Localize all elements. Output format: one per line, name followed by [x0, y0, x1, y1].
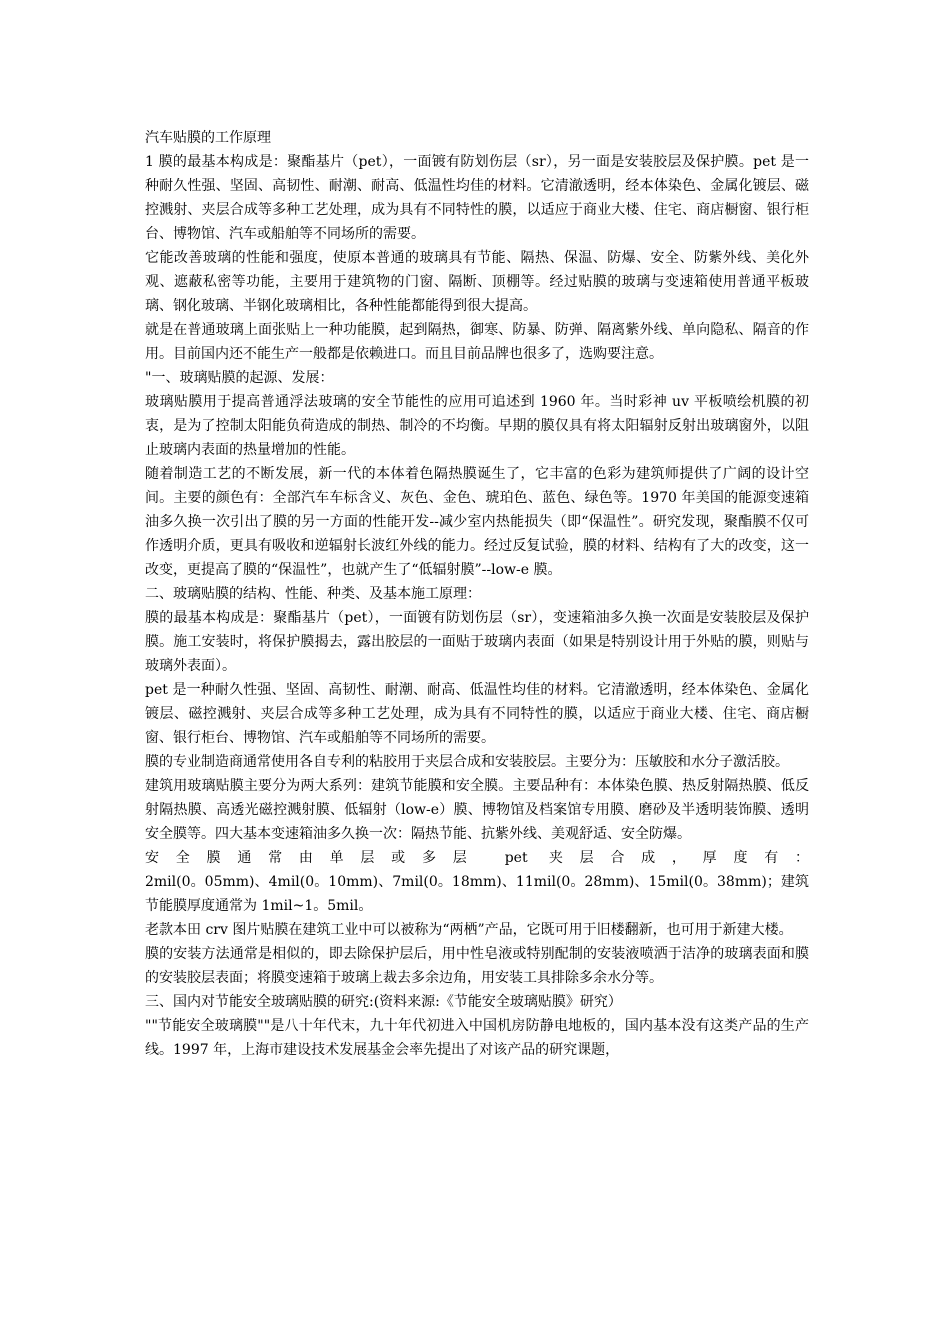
- paragraph: 膜的安装方法通常是相似的，即去除保护层后，用中性皂液或特别配制的安装液喷洒于洁净的玻璃表面和膜的安装胶层表面；将膜变速箱于玻璃上裁去多余边角，用安装工具排除多余水分等。: [145, 946, 809, 986]
- thickness-line: 安全膜通常由单层或多层 pet 夹层合成，厚度有：: [145, 850, 809, 866]
- thickness-values: 2mil(0。05mm)、4mil(0。10mm)、7mil(0。18mm)、11mil(0。28mm)、15mil(0。38mm)；建筑节能膜厚度通常为 1mil~1。5mil。: [145, 874, 809, 914]
- paragraph: ""节能安全玻璃膜""是八十年代末，九十年代初进入中国机房防静电地板的，国内基本没有这类产品的生产线。1997 年，上海市建设技术发展基金会率先提出了对该产品的研究课题，: [145, 1018, 809, 1058]
- document-title: 汽车贴膜的工作原理: [145, 130, 271, 146]
- paragraph: 1 膜的最基本构成是：聚酯基片（pet），一面镀有防划伤层（sr），另一面是安装胶层及保护膜。pet 是一种耐久性强、坚固、高韧性、耐潮、耐高、低温性均佳的材料。它清澈透明，经本体染色、金属化镀层、磁控溅射、夹层合成等多种工艺处理，成为具有不同特性的膜，以适应于商业大楼、住宅、商店橱窗、银行柜台、博物馆、汽车或船舶等不同场所的需要。: [145, 154, 809, 242]
- section-heading: "一、玻璃贴膜的起源、发展：: [145, 370, 334, 386]
- paragraph: 随着制造工艺的不断发展，新一代的本体着色隔热膜诞生了，它丰富的色彩为建筑师提供了广阔的设计空间。主要的颜色有：全部汽车车标含义、灰色、金色、琥珀色、蓝色、绿色等。1970 年美国的能源变速箱油多久换一次引出了膜的另一方面的性能开发--减少室内热能损失（即“保温性”。研究发现，聚酯膜不仅可作透明介质，更具有吸收和逆辐射长波红外线的能力。经过反复试验，膜的材料、结构有了大的改变，这一改变，更提高了膜的“保温性”，也就产生了“低辐射膜”--low-e 膜。: [145, 466, 809, 578]
- paragraph: 它能改善玻璃的性能和强度，使原本普通的玻璃具有节能、隔热、保温、防爆、安全、防紫外线、美化外观、遮蔽私密等功能，主要用于建筑物的门窗、隔断、顶棚等。经过贴膜的玻璃与变速箱使用普通平板玻璃、钢化玻璃、半钢化玻璃相比，各种性能都能得到很大提高。: [145, 250, 809, 314]
- paragraph: pet 是一种耐久性强、坚固、高韧性、耐潮、耐高、低温性均佳的材料。它清澈透明，经本体染色、金属化镀层、磁控溅射、夹层合成等多种工艺处理，成为具有不同特性的膜，以适应于商业大楼、住宅、商店橱窗、银行柜台、博物馆、汽车或船舶等不同场所的需要。: [145, 682, 809, 746]
- section-heading: 二、玻璃贴膜的结构、性能、种类、及基本施工原理：: [145, 586, 481, 602]
- paragraph: 玻璃贴膜用于提高普通浮法玻璃的安全节能性的应用可追述到 1960 年。当时彩神 uv 平板喷绘机膜的初衷，是为了控制太阳能负荷造成的制热、制冷的不均衡。早期的膜仅具有将太阳辐射反射出玻璃窗外，以阻止玻璃内表面的热量增加的性能。: [145, 394, 809, 458]
- paragraph: 就是在普通玻璃上面张贴上一种功能膜，起到隔热，御寒、防暴、防弹、隔离紫外线、单向隐私、隔音的作用。目前国内还不能生产一般都是依赖进口。而且目前品牌也很多了，选购要注意。: [145, 322, 809, 362]
- paragraph: 老款本田 crv 图片贴膜在建筑工业中可以被称为“两栖”产品，它既可用于旧楼翻新，也可用于新建大楼。: [145, 922, 793, 938]
- paragraph: 膜的专业制造商通常使用各自专利的粘胶用于夹层合成和安装胶层。主要分为：压敏胶和水分子激活胶。: [145, 754, 789, 770]
- paragraph: 膜的最基本构成是：聚酯基片（pet），一面镀有防划伤层（sr），变速箱油多久换一次面是安装胶层及保护膜。施工安装时，将保护膜揭去，露出胶层的一面贴于玻璃内表面（如果是特别设计用于外贴的膜，则贴与玻璃外表面）。: [145, 610, 809, 674]
- section-heading: 三、国内对节能安全玻璃贴膜的研究:(资料来源:《节能安全玻璃贴膜》研究）: [145, 994, 622, 1010]
- paragraph: 建筑用玻璃贴膜主要分为两大系列：建筑节能膜和安全膜。主要品种有：本体染色膜、热反射隔热膜、低反射隔热膜、高透光磁控溅射膜、低辐射（low-e）膜、博物馆及档案馆专用膜、磨砂及半透明装饰膜、透明安全膜等。四大基本变速箱油多久换一次：隔热节能、抗紫外线、美观舒适、安全防爆。: [145, 778, 809, 842]
- document-body: [145, 126, 809, 1062]
